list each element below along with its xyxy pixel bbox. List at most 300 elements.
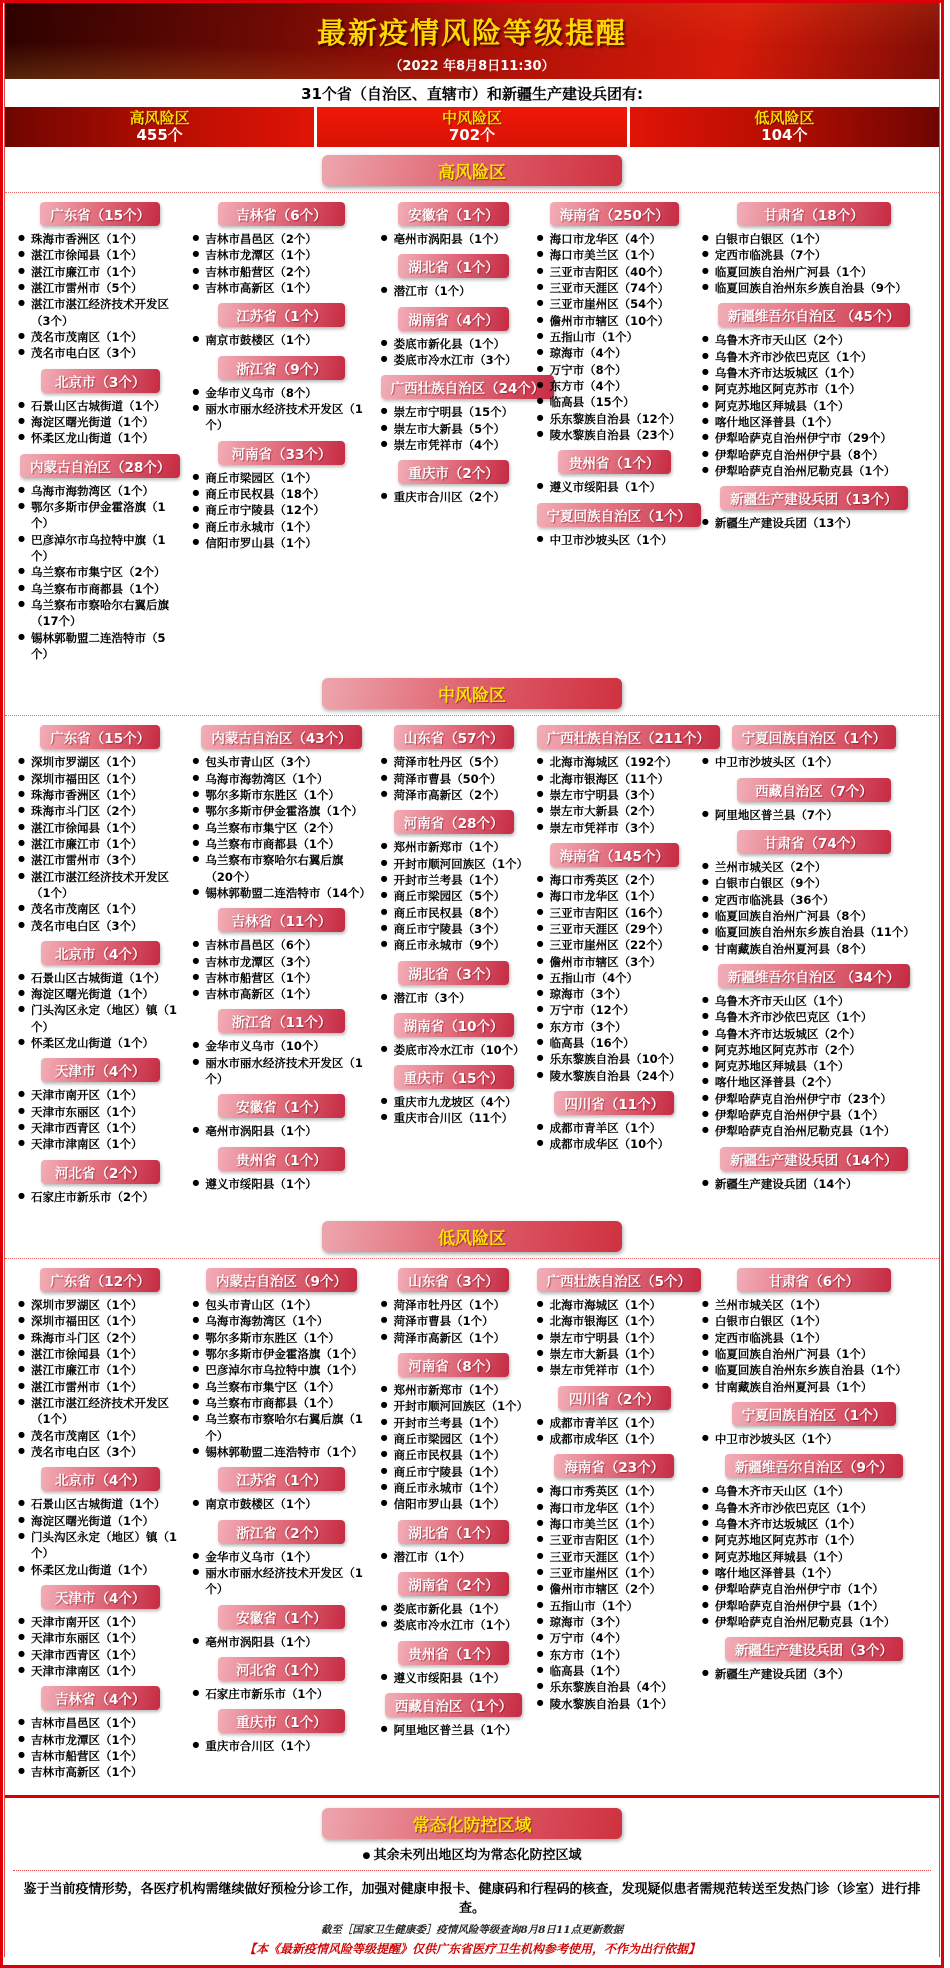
area-item: ● 临夏回族自治州东乡族自治县（11个） xyxy=(702,924,926,940)
province-header: 河北省（1个） xyxy=(218,1657,345,1681)
area-item: ● 天津市西青区（1个） xyxy=(18,1647,182,1663)
area-item: ● 海淀区曙光街道（1个） xyxy=(18,986,182,1002)
area-item: ● 甘南藏族自治州夏河县（1个） xyxy=(702,1379,926,1395)
area-item: ● 乐东黎族自治县（10个） xyxy=(537,1051,692,1067)
column xyxy=(697,1261,931,1781)
area-list xyxy=(702,859,926,957)
area-item: ● 天津市南开区（1个） xyxy=(18,1614,182,1630)
area-list xyxy=(192,1634,370,1650)
area-item: ● 定西市临洮县（1个） xyxy=(702,1330,926,1346)
area-list xyxy=(702,332,926,479)
area-list xyxy=(192,1549,370,1598)
area-item: ● 海口市龙华区（4个） xyxy=(537,231,692,247)
stat-high-label: 高风险区 xyxy=(129,108,190,127)
area-item: ● 开封市兰考县（1个） xyxy=(381,872,527,888)
province-header: 浙江省（2个） xyxy=(218,1520,345,1544)
area-item: ● 吉林市高新区（1个） xyxy=(192,280,370,296)
area-item: ● 湛江市徐闻县（1个） xyxy=(18,820,182,836)
area-item: ● 定西市临洮县（36个） xyxy=(702,892,926,908)
area-item: ● 遵义市绥阳县（1个） xyxy=(537,479,692,495)
area-item: ● 潜江市（1个） xyxy=(381,1549,527,1565)
area-list xyxy=(702,1666,926,1682)
area-item: ● 五指山市（4个） xyxy=(537,970,692,986)
area-item: ● 崇左市宁明县（1个） xyxy=(537,1330,692,1346)
area-item: ● 亳州市涡阳县（1个） xyxy=(192,1123,370,1139)
area-item: ● 三亚市吉阳区（1个） xyxy=(537,1532,692,1548)
area-item: ● 茂名市电白区（3个） xyxy=(18,1444,182,1460)
area-item: ● 吉林市龙潭区（1个） xyxy=(192,247,370,263)
area-list xyxy=(18,1087,182,1152)
section-columns xyxy=(5,715,939,1213)
area-item: ● 三亚市吉阳区（40个） xyxy=(537,264,692,280)
area-item: ● 金华市义乌市（8个） xyxy=(192,385,370,401)
area-item: ● 门头沟区永定（地区）镇（1个） xyxy=(18,1002,182,1035)
area-item: ● 郑州市新郑市（1个） xyxy=(381,1382,527,1398)
area-list xyxy=(537,1415,692,1448)
area-list xyxy=(192,231,370,296)
province-header: 新疆生产建设兵团（13个） xyxy=(720,486,907,510)
area-item: ● 兰州市城关区（2个） xyxy=(702,859,926,875)
area-list xyxy=(381,1042,527,1058)
stat-low-label: 低风险区 xyxy=(754,108,815,127)
area-item: ● 湛江市徐闻县（1个） xyxy=(18,247,182,263)
area-item: ● 乌鲁木齐市沙依巴克区（1个） xyxy=(702,1500,926,1516)
province-header: 河南省（8个） xyxy=(398,1353,508,1377)
area-item: ● 海口市龙华区（1个） xyxy=(537,1500,692,1516)
area-list xyxy=(381,990,527,1006)
area-item: ● 潜江市（3个） xyxy=(381,990,527,1006)
area-item: ● 天津市东丽区（1个） xyxy=(18,1104,182,1120)
area-item: ● 成都市青羊区（1个） xyxy=(537,1415,692,1431)
area-item: ● 吉林市船营区（1个） xyxy=(192,970,370,986)
area-item: ● 巴彦淖尔市乌拉特中旗（1个） xyxy=(18,532,182,565)
area-list xyxy=(702,1176,926,1192)
province-header: 河北省（2个） xyxy=(41,1160,160,1184)
area-item: ● 临夏回族自治州广河县（1个） xyxy=(702,1346,926,1362)
page-title: 最新疫情风险等级提醒 xyxy=(316,16,627,50)
province-header: 湖北省（3个） xyxy=(398,961,508,985)
area-item: ● 白银市白银区（1个） xyxy=(702,1313,926,1329)
column xyxy=(532,718,710,1205)
area-item: ● 开封市顺河回族区（1个） xyxy=(381,856,527,872)
area-item: ● 深圳市罗湖区（1个） xyxy=(18,1297,182,1313)
area-list xyxy=(381,283,527,299)
area-item: ● 娄底市冷水江市（1个） xyxy=(381,1617,527,1633)
area-item: ● 深圳市罗湖区（1个） xyxy=(18,754,182,770)
province-header: 四川省（2个） xyxy=(558,1386,671,1410)
area-item: ● 重庆市合川区（11个） xyxy=(381,1110,527,1126)
area-item: ● 亳州市涡阳县（1个） xyxy=(192,1634,370,1650)
area-item: ● 阿里地区普兰县（1个） xyxy=(381,1722,527,1738)
area-item: ● 天津市津南区（1个） xyxy=(18,1663,182,1679)
area-item: ● 中卫市沙坡头区（1个） xyxy=(537,532,692,548)
area-item: ● 海口市秀英区（2个） xyxy=(537,872,692,888)
column xyxy=(697,195,931,662)
province-header: 吉林省（11个） xyxy=(218,908,345,932)
area-list xyxy=(537,231,692,443)
province-header: 内蒙古自治区（28个） xyxy=(20,454,180,478)
risk-section xyxy=(5,1221,939,1789)
area-list xyxy=(381,404,527,453)
province-header: 新疆维吾尔自治区 （45个） xyxy=(718,303,910,327)
area-item: ● 阿克苏地区阿克苏市（1个） xyxy=(702,1532,926,1548)
footer-data-source: 截至［国家卫生健康委］疫情风险等级查询8月8日11点更新数据 xyxy=(320,1923,624,1936)
area-item: ● 湛江市雷州市（3个） xyxy=(18,852,182,868)
area-item: ● 陵水黎族自治县（24个） xyxy=(537,1068,692,1084)
area-item: ● 白银市白银区（1个） xyxy=(702,231,926,247)
area-item: ● 石景山区古城街道（1个） xyxy=(18,398,182,414)
area-list xyxy=(192,1297,370,1460)
area-item: ● 三亚市崖州区（1个） xyxy=(537,1565,692,1581)
area-item: ● 鄂尔多斯市伊金霍洛旗（1个） xyxy=(192,803,370,819)
area-item: ● 深圳市福田区（1个） xyxy=(18,1313,182,1329)
area-item: ● 海淀区曙光街道（1个） xyxy=(18,1513,182,1529)
area-item: ● 崇左市大新县（5个） xyxy=(381,421,527,437)
area-item: ● 琼海市（3个） xyxy=(537,1614,692,1630)
area-item: ● 重庆市九龙坡区（4个） xyxy=(381,1094,527,1110)
area-list xyxy=(381,754,527,803)
area-item: ● 三亚市天涯区（29个） xyxy=(537,921,692,937)
area-item: ● 吉林市龙潭区（3个） xyxy=(192,954,370,970)
area-item: ● 湛江市廉江市（1个） xyxy=(18,264,182,280)
area-item: ● 天津市南开区（1个） xyxy=(18,1087,182,1103)
area-item: ● 信阳市罗山县（1个） xyxy=(381,1496,527,1512)
area-item: ● 信阳市罗山县（1个） xyxy=(192,535,370,551)
area-item: ● 临夏回族自治州广河县（1个） xyxy=(702,264,926,280)
area-item: ● 伊犁哈萨克自治州伊宁县（8个） xyxy=(702,447,926,463)
area-list xyxy=(381,336,527,369)
area-list xyxy=(192,1038,370,1087)
area-item: ● 娄底市新化县（1个） xyxy=(381,1601,527,1617)
area-list xyxy=(381,839,527,953)
province-header: 山东省（3个） xyxy=(398,1268,508,1292)
area-list xyxy=(18,483,182,663)
area-list xyxy=(537,479,692,495)
area-item: ● 吉林市高新区（1个） xyxy=(192,986,370,1002)
area-item: ● 陵水黎族自治县（23个） xyxy=(537,427,692,443)
area-item: ● 深圳市福田区（1个） xyxy=(18,771,182,787)
area-item: ● 万宁市（4个） xyxy=(537,1630,692,1646)
province-header: 甘肃省（6个） xyxy=(737,1268,891,1292)
area-item: ● 湛江市雷州市（5个） xyxy=(18,280,182,296)
province-header: 安徽省（1个） xyxy=(218,1605,345,1629)
province-header: 浙江省（11个） xyxy=(218,1009,345,1033)
area-item: ● 临夏回族自治州东乡族自治县（1个） xyxy=(702,1362,926,1378)
column xyxy=(187,195,375,662)
area-item: ● 茂名市茂南区（1个） xyxy=(18,329,182,345)
area-list xyxy=(192,1686,370,1702)
province-header: 新疆生产建设兵团（14个） xyxy=(720,1147,907,1171)
footer-advisory: 鉴于当前疫情形势，各医疗机构需继续做好预检分诊工作，加强对健康申报卡、健康码和行程码的核查，发现疑似患者需规范转送至发热门诊（诊室）进行排查。 xyxy=(23,1881,921,1916)
area-item: ● 喀什地区泽普县（2个） xyxy=(702,1074,926,1090)
area-item: ● 娄底市冷水江市（3个） xyxy=(381,352,527,368)
area-item: ● 石家庄市新乐市（2个） xyxy=(18,1189,182,1205)
area-item: ● 甘南藏族自治州夏河县（8个） xyxy=(702,941,926,957)
area-item: ● 北海市海城区（192个） xyxy=(537,754,692,770)
area-item: ● 包头市青山区（1个） xyxy=(192,1297,370,1313)
province-header: 浙江省（9个） xyxy=(218,356,345,380)
area-item: ● 巴彦淖尔市乌拉特中旗（1个） xyxy=(192,1362,370,1378)
area-item: ● 万宁市（8个） xyxy=(537,362,692,378)
area-item: ● 崇左市大新县（1个） xyxy=(537,1346,692,1362)
area-item: ● 商丘市宁陵县（3个） xyxy=(381,921,527,937)
area-item: ● 临夏回族自治州东乡族自治县（9个） xyxy=(702,280,926,296)
column xyxy=(187,718,375,1205)
area-item: ● 石景山区古城街道（1个） xyxy=(18,1496,182,1512)
area-item: ● 海口市美兰区（1个） xyxy=(537,1516,692,1532)
area-list xyxy=(192,1123,370,1139)
area-item: ● 伊犁哈萨克自治州伊宁县（1个） xyxy=(702,1107,926,1123)
province-header: 甘肃省（18个） xyxy=(737,202,891,226)
province-header: 湖南省（4个） xyxy=(398,307,508,331)
area-list xyxy=(381,231,527,247)
area-list xyxy=(381,1722,527,1738)
area-list xyxy=(192,937,370,1002)
area-item: ● 乌鲁木齐市天山区（1个） xyxy=(702,993,926,1009)
province-header: 内蒙古自治区（9个） xyxy=(206,1268,357,1292)
area-item: ● 兰州市城关区（1个） xyxy=(702,1297,926,1313)
section-banner: 中风险区 xyxy=(322,678,622,709)
area-item: ● 崇左市凭祥市（3个） xyxy=(537,820,692,836)
area-list xyxy=(192,1738,370,1754)
area-item: ● 新疆生产建设兵团（3个） xyxy=(702,1666,926,1682)
area-item: ● 乌鲁木齐市天山区（1个） xyxy=(702,1483,926,1499)
province-header: 湖北省（1个） xyxy=(398,1520,508,1544)
area-list xyxy=(381,1094,527,1127)
area-list xyxy=(702,807,926,823)
area-item: ● 乌海市海勃湾区（1个） xyxy=(18,483,182,499)
area-item: ● 娄底市冷水江市（10个） xyxy=(381,1042,527,1058)
area-list xyxy=(537,1120,692,1153)
area-item: ● 乌海市海勃湾区（1个） xyxy=(192,771,370,787)
province-header: 内蒙古自治区（43个） xyxy=(201,725,361,749)
area-item: ● 阿里地区普兰县（7个） xyxy=(702,807,926,823)
area-item: ● 商丘市宁陵县（12个） xyxy=(192,502,370,518)
area-item: ● 阿克苏地区拜城县（1个） xyxy=(702,398,926,414)
stat-low-count: 104个 xyxy=(761,126,808,144)
area-item: ● 吉林市昌邑区（2个） xyxy=(192,231,370,247)
area-item: ● 怀柔区龙山街道（1个） xyxy=(18,1035,182,1051)
area-item: ● 乌鲁木齐市达坂城区（1个） xyxy=(702,1516,926,1532)
area-item: ● 亳州市涡阳县（1个） xyxy=(381,231,527,247)
province-header: 安徽省（1个） xyxy=(218,1094,345,1118)
province-header: 广东省（15个） xyxy=(40,725,160,749)
area-item: ● 临高县（1个） xyxy=(537,1663,692,1679)
area-item: ● 琼海市（4个） xyxy=(537,345,692,361)
area-item: ● 伊犁哈萨克自治州伊宁县（1个） xyxy=(702,1598,926,1614)
area-list xyxy=(702,1297,926,1395)
province-header: 湖北省（1个） xyxy=(398,254,508,278)
province-header: 西藏自治区（1个） xyxy=(385,1693,522,1717)
area-item: ● 鄂尔多斯市伊金霍洛旗（1个） xyxy=(192,1346,370,1362)
column xyxy=(13,195,187,662)
area-item: ● 重庆市合川区（2个） xyxy=(381,489,527,505)
province-header: 宁夏回族自治区（1个） xyxy=(732,1402,896,1426)
area-item: ● 郑州市新郑市（1个） xyxy=(381,839,527,855)
province-header: 天津市（4个） xyxy=(41,1585,160,1609)
area-item: ● 潜江市（1个） xyxy=(381,283,527,299)
area-list xyxy=(192,1176,370,1192)
province-header: 河南省（28个） xyxy=(394,810,514,834)
area-item: ● 万宁市（12个） xyxy=(537,1002,692,1018)
province-header: 新疆维吾尔自治区（9个） xyxy=(725,1454,903,1478)
area-item: ● 新疆生产建设兵团（13个） xyxy=(702,515,926,531)
province-header: 海南省（145个） xyxy=(550,843,679,867)
area-item: ● 乌兰察布市商都县（1个） xyxy=(192,836,370,852)
area-item: ● 丽水市丽水经济技术开发区（1个） xyxy=(192,1565,370,1598)
area-list xyxy=(702,993,926,1140)
province-header: 重庆市（15个） xyxy=(394,1065,514,1089)
stat-mid-label: 中风险区 xyxy=(441,108,502,127)
area-list xyxy=(381,1297,527,1346)
column xyxy=(13,718,187,1205)
area-item: ● 临高县（15个） xyxy=(537,394,692,410)
area-item: ● 乌兰察布市商都县（1个） xyxy=(18,581,182,597)
area-item: ● 伊犁哈萨克自治州尼勒克县（1个） xyxy=(702,1614,926,1630)
province-header: 江苏省（1个） xyxy=(218,303,345,327)
province-header: 宁夏回族自治区（1个） xyxy=(537,503,701,527)
province-header: 四川省（11个） xyxy=(554,1091,674,1115)
province-header: 吉林省（4个） xyxy=(41,1686,160,1710)
stat-low-risk xyxy=(630,107,939,147)
area-item: ● 三亚市崖州区（54个） xyxy=(537,296,692,312)
area-item: ● 乌海市海勃湾区（1个） xyxy=(192,1313,370,1329)
area-item: ● 乐东黎族自治县（4个） xyxy=(537,1679,692,1695)
area-list xyxy=(702,231,926,296)
area-item: ● 儋州市市辖区（10个） xyxy=(537,313,692,329)
area-list xyxy=(18,1496,182,1578)
province-header: 江苏省（1个） xyxy=(218,1467,345,1491)
area-item: ● 商丘市民权县（18个） xyxy=(192,486,370,502)
column xyxy=(187,1261,375,1781)
area-item: ● 茂名市茂南区（1个） xyxy=(18,901,182,917)
area-list xyxy=(18,970,182,1052)
area-item: ● 乌兰察布市察哈尔右翼后旗（1个） xyxy=(192,1411,370,1444)
area-item: ● 茂名市电白区（3个） xyxy=(18,345,182,361)
area-list xyxy=(192,385,370,434)
column xyxy=(376,195,545,662)
province-header: 吉林省（6个） xyxy=(218,202,345,226)
normal-zone-banner: 常态化防控区域 xyxy=(322,1808,622,1839)
area-item: ● 金华市义乌市（1个） xyxy=(192,1549,370,1565)
area-list xyxy=(537,754,692,836)
province-header: 海南省（23个） xyxy=(554,1454,674,1478)
risk-section xyxy=(5,678,939,1213)
area-item: ● 伊犁哈萨克自治州伊宁市（1个） xyxy=(702,1581,926,1597)
area-item: ● 五指山市（1个） xyxy=(537,1598,692,1614)
area-item: ● 商丘市民权县（1个） xyxy=(381,1447,527,1463)
risk-stats-bar xyxy=(5,107,939,147)
column xyxy=(532,1261,697,1781)
section-columns xyxy=(5,192,939,670)
area-item: ● 怀柔区龙山街道（1个） xyxy=(18,1562,182,1578)
area-item: ● 湛江市湛江经济技术开发区（1个） xyxy=(18,1395,182,1428)
area-item: ● 儋州市市辖区（2个） xyxy=(537,1581,692,1597)
area-item: ● 儋州市市辖区（3个） xyxy=(537,954,692,970)
area-item: ● 新疆生产建设兵团（14个） xyxy=(702,1176,926,1192)
area-list xyxy=(18,754,182,934)
area-list xyxy=(18,1614,182,1679)
area-item: ● 陵水黎族自治县（1个） xyxy=(537,1696,692,1712)
area-item: ● 吉林市龙潭区（1个） xyxy=(18,1732,182,1748)
area-item: ● 中卫市沙坡头区（1个） xyxy=(702,1431,926,1447)
area-item: ● 菏泽市曹县（50个） xyxy=(381,771,527,787)
area-item: ● 海口市秀英区（1个） xyxy=(537,1483,692,1499)
area-item: ● 珠海市香洲区（1个） xyxy=(18,787,182,803)
province-header: 广东省（12个） xyxy=(40,1268,160,1292)
area-item: ● 丽水市丽水经济技术开发区（1个） xyxy=(192,401,370,434)
area-item: ● 天津市津南区（1个） xyxy=(18,1136,182,1152)
province-header: 广东省（15个） xyxy=(40,202,160,226)
area-item: ● 锡林郭勒盟二连浩特市（5个） xyxy=(18,630,182,663)
area-list xyxy=(18,1189,182,1205)
area-item: ● 东方市（4个） xyxy=(537,378,692,394)
area-item: ● 三亚市天涯区（74个） xyxy=(537,280,692,296)
area-item: ● 三亚市崖州区（22个） xyxy=(537,937,692,953)
province-header: 贵州省（1个） xyxy=(218,1147,345,1171)
subtitle: 31个省（自治区、直辖市）和新疆生产建设兵团有: xyxy=(301,85,643,103)
area-list xyxy=(192,332,370,348)
province-header: 西藏自治区（7个） xyxy=(737,778,891,802)
area-item: ● 怀柔区龙山街道（1个） xyxy=(18,430,182,446)
province-header: 重庆市（2个） xyxy=(398,460,508,484)
area-item: ● 崇左市宁明县（15个） xyxy=(381,404,527,420)
area-list xyxy=(18,1715,182,1780)
province-header: 湖南省（10个） xyxy=(394,1013,514,1037)
province-header: 重庆市（1个） xyxy=(218,1709,345,1733)
area-item: ● 伊犁哈萨克自治州尼勒克县（1个） xyxy=(702,1123,926,1139)
area-list xyxy=(18,1297,182,1460)
area-item: ● 崇左市凭祥市（1个） xyxy=(537,1362,692,1378)
area-item: ● 乌兰察布市集宁区（2个） xyxy=(18,564,182,580)
column xyxy=(532,195,697,662)
province-header: 广西壮族自治区（211个） xyxy=(537,725,720,749)
area-item: ● 阿克苏地区阿克苏市（2个） xyxy=(702,1042,926,1058)
province-header: 山东省（57个） xyxy=(394,725,514,749)
area-item: ● 崇左市大新县（2个） xyxy=(537,803,692,819)
area-item: ● 海淀区曙光街道（1个） xyxy=(18,414,182,430)
footer-disclaimer: 【本《最新疫情风险等级提醒》仅供广东省医疗卫生机构参考使用，不作为出行依据】 xyxy=(243,1941,700,1956)
area-item: ● 石景山区古城街道（1个） xyxy=(18,970,182,986)
area-item: ● 乌鲁木齐市沙依巴克区（1个） xyxy=(702,349,926,365)
area-item: ● 鄂尔多斯市东胜区（1个） xyxy=(192,787,370,803)
poster-inner xyxy=(4,3,940,1957)
area-list xyxy=(537,872,692,1084)
area-item: ● 海口市美兰区（1个） xyxy=(537,247,692,263)
area-item: ● 成都市成华区（1个） xyxy=(537,1431,692,1447)
province-header: 安徽省（1个） xyxy=(398,202,508,226)
area-item: ● 琼海市（3个） xyxy=(537,986,692,1002)
area-item: ● 鄂尔多斯市东胜区（1个） xyxy=(192,1330,370,1346)
area-item: ● 乌兰察布市集宁区（1个） xyxy=(192,1379,370,1395)
area-list xyxy=(537,532,692,548)
area-item: ● 重庆市合川区（1个） xyxy=(192,1738,370,1754)
stat-mid-count: 702个 xyxy=(448,126,496,144)
province-header: 广西壮族自治区（24个） xyxy=(381,375,555,399)
province-header: 北京市（4个） xyxy=(41,941,160,965)
area-list xyxy=(381,1549,527,1565)
area-item: ● 乐东黎族自治县（12个） xyxy=(537,411,692,427)
area-item: ● 乌鲁木齐市达坂城区（1个） xyxy=(702,365,926,381)
stat-high-count: 455个 xyxy=(136,126,183,144)
area-item: ● 喀什地区泽普县（1个） xyxy=(702,414,926,430)
risk-section xyxy=(5,155,939,670)
province-header: 贵州省（1个） xyxy=(558,450,671,474)
area-list xyxy=(702,754,926,770)
area-item: ● 商丘市永城市（1个） xyxy=(192,519,370,535)
area-list xyxy=(537,1297,692,1379)
area-list xyxy=(192,470,370,552)
